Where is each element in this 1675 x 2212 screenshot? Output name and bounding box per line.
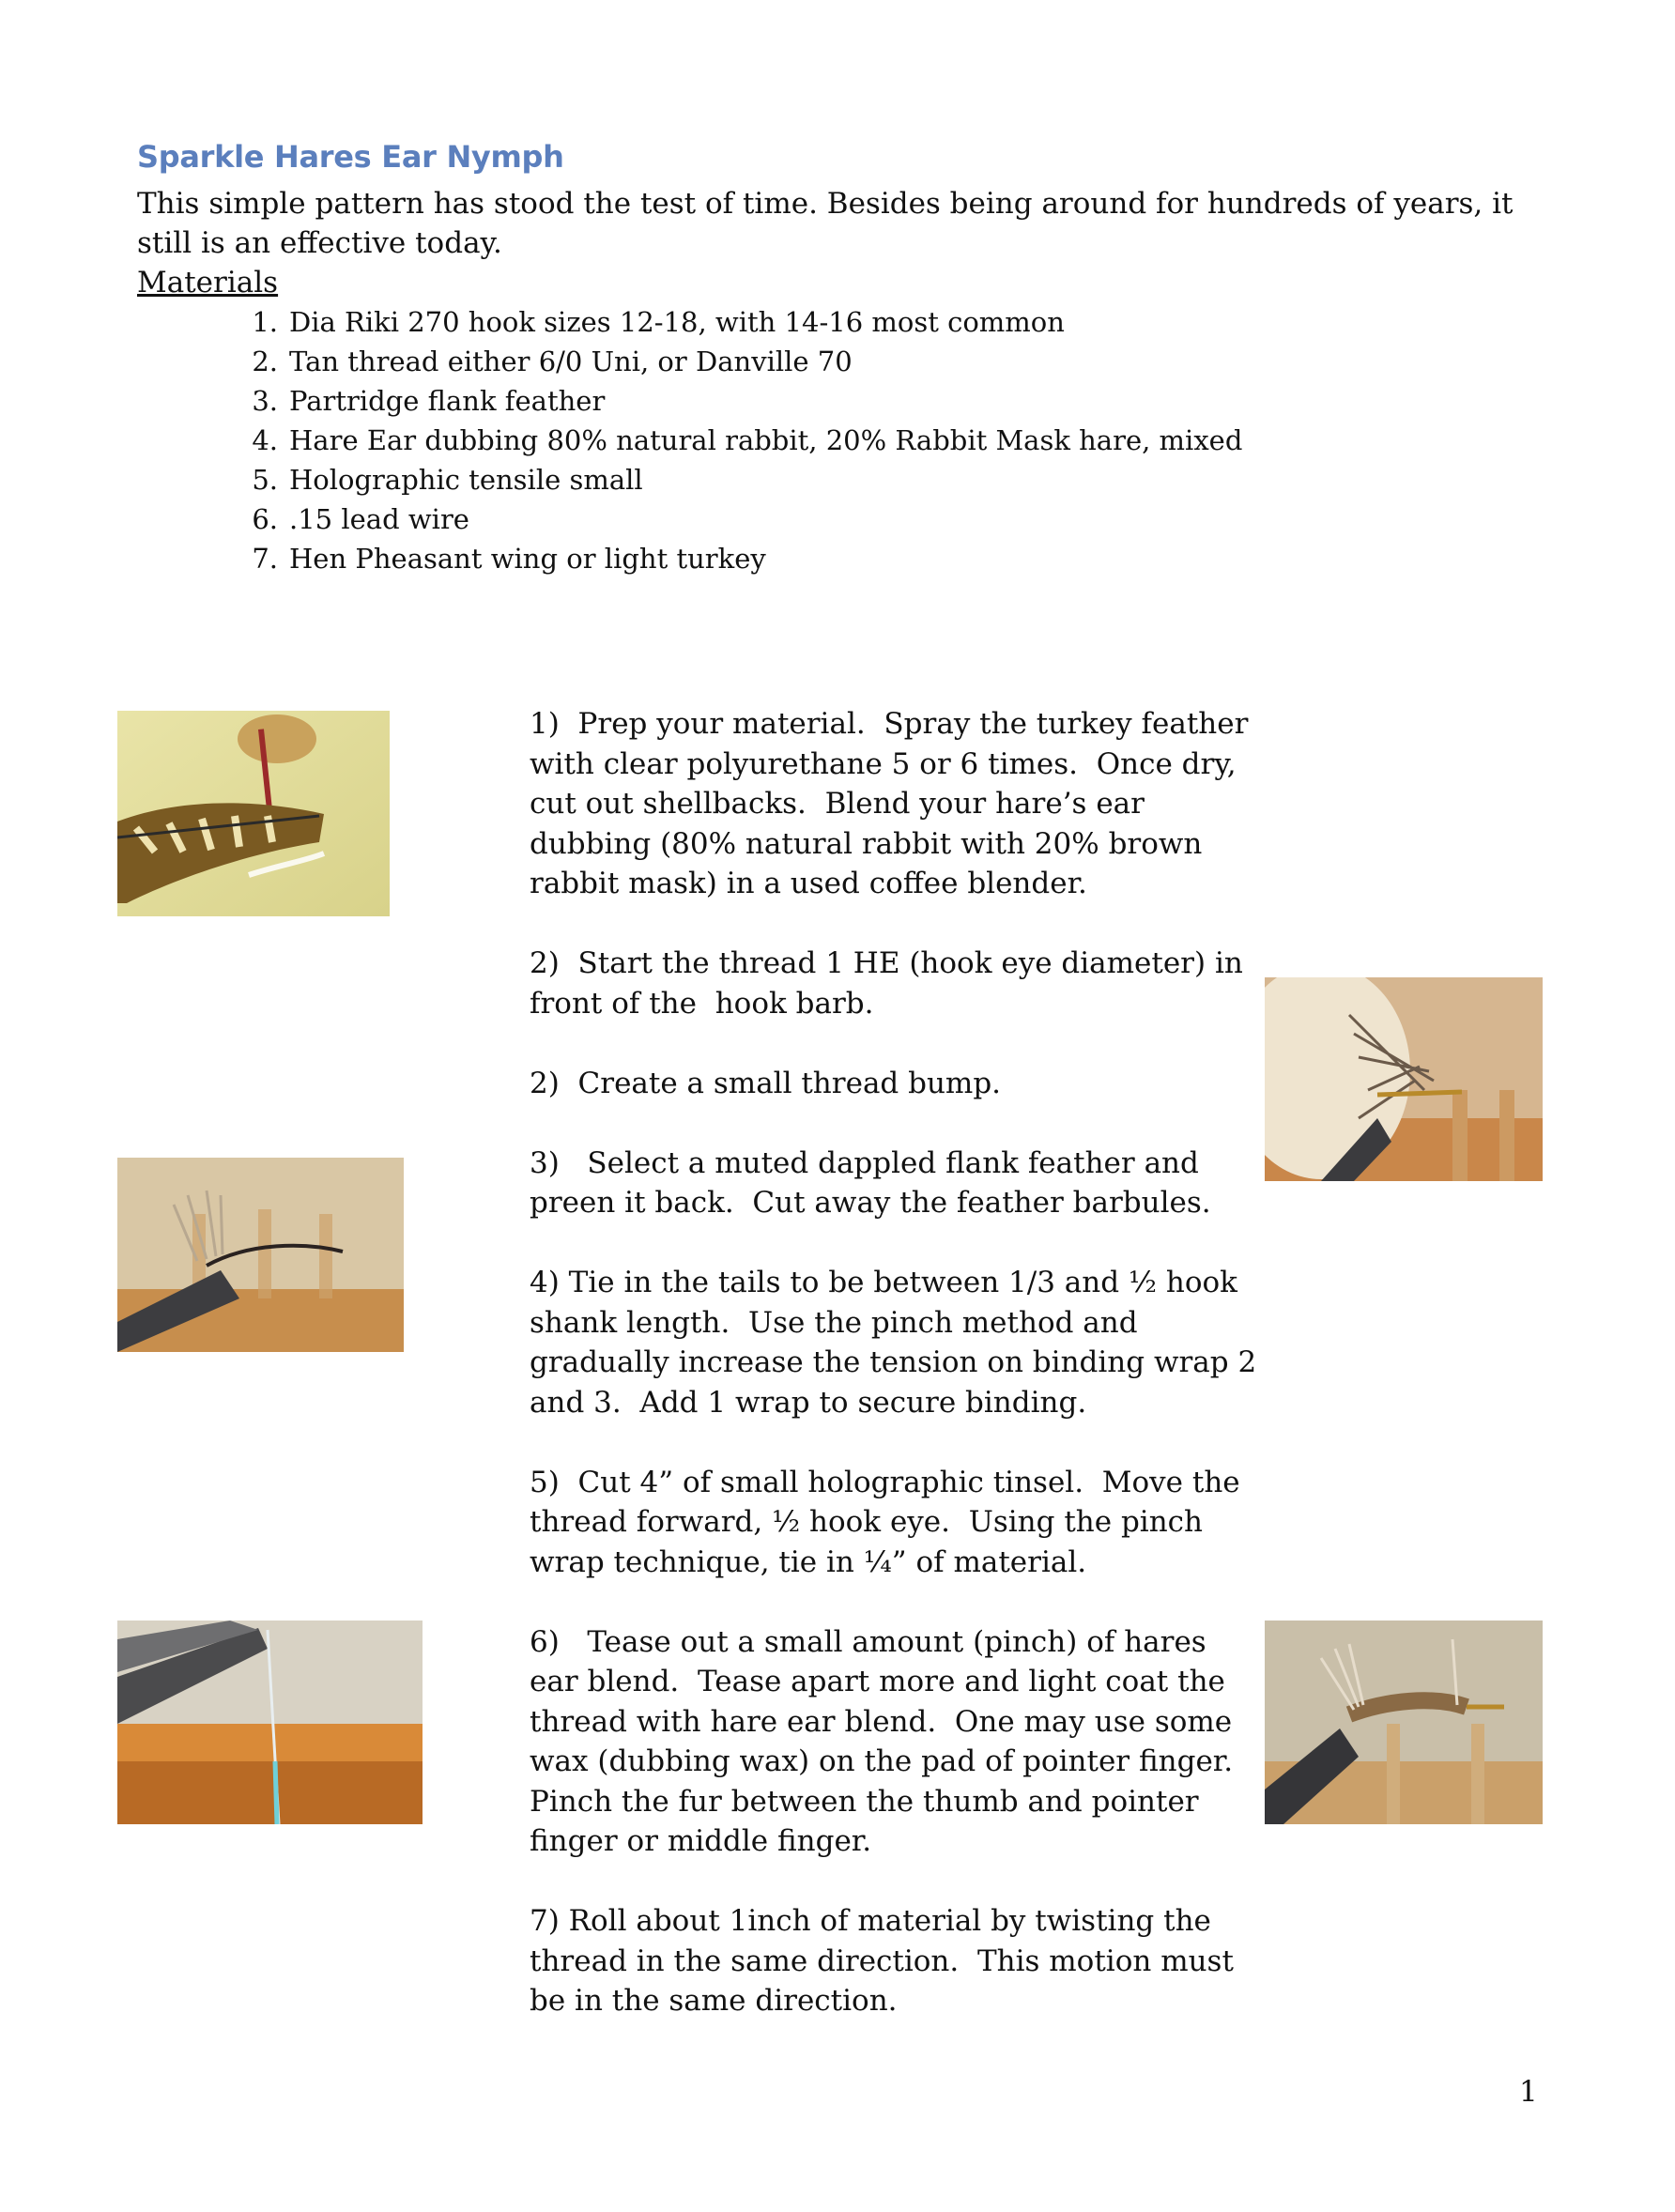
materials-item-text: Holographic tensile small	[289, 464, 643, 496]
materials-item	[235, 381, 1242, 421]
step-paragraph: 5) Cut 4” of small holographic tinsel. Move the thread forward, ½ hook eye. Using the pinch wrap technique, tie in ¼” of material.	[530, 1465, 1250, 1579]
step-paragraph: 2) Start the thread 1 HE (hook eye diameter) in front of the hook barb.	[530, 946, 1252, 1021]
step-paragraph: 6) Tease out a small amount (pinch) of hares ear blend. Tease apart more and light coat the thread with hare ear blend. One may use some wax (dubbing wax) on the pad of pointer finger. Pinch the fur between the thumb and pointer finger or middle finger.	[530, 1624, 1252, 1858]
document-title: Sparkle Hares Ear Nymph	[137, 139, 564, 175]
photo-turkey-feather-prep	[117, 711, 390, 916]
step-paragraph: 4) Tie in the tails to be between 1/3 and ½ hook shank length. Use the pinch method and gradually increase the tension on binding wrap 2 and 3. Add 1 wrap to secure binding.	[530, 1266, 1267, 1420]
materials-list	[235, 302, 1242, 578]
materials-item-text: Hare Ear dubbing 80% natural rabbit, 20% Rabbit Mask hare, mixed	[289, 424, 1243, 456]
instruction-steps	[530, 704, 1267, 2061]
step-paragraph: 2) Create a small thread bump.	[530, 1066, 1002, 1100]
materials-item-text: Hen Pheasant wing or light turkey	[289, 543, 766, 575]
step-paragraph: 3) Select a muted dappled flank feather and preen it back. Cut away the feather barbules.	[530, 1145, 1211, 1220]
materials-item	[235, 460, 1242, 499]
materials-item-number: 3.	[252, 385, 278, 417]
materials-item-number: 7.	[252, 543, 278, 575]
materials-item-text: .15 lead wire	[289, 503, 469, 535]
materials-item-text: Tan thread either 6/0 Uni, or Danville 70	[289, 346, 853, 377]
photo-thread-bump	[1265, 977, 1543, 1181]
materials-item-number: 4.	[252, 424, 278, 456]
page-number: 1	[1519, 2075, 1538, 2109]
materials-item-number: 6.	[252, 503, 278, 535]
materials-item-text: Partridge flank feather	[289, 385, 606, 417]
photo-dubbed-body	[1265, 1621, 1543, 1824]
materials-item-number: 5.	[252, 464, 278, 496]
photo-partridge-tail	[117, 1158, 404, 1352]
materials-item	[235, 539, 1242, 578]
photo-holographic-tinsel	[117, 1621, 423, 1824]
materials-item-number: 1.	[252, 306, 278, 338]
materials-item	[235, 499, 1242, 539]
intro-paragraph: This simple pattern has stood the test of time. Besides being around for hundreds of years, it still is an effective today.	[137, 187, 1514, 260]
materials-item	[235, 302, 1242, 342]
materials-heading: Materials	[137, 266, 279, 300]
materials-item-number: 2.	[252, 346, 278, 377]
step-paragraph: 1) Prep your material. Spray the turkey feather with clear polyurethane 5 or 6 times. Once dry, cut out shellbacks. Blend your hare’s ear dubbing (80% natural rabbit with 20% brown rabbit mask) in a used coffee blender.	[530, 707, 1258, 900]
materials-item-text: Dia Riki 270 hook sizes 12-18, with 14-16 most common	[289, 306, 1065, 338]
materials-item	[235, 421, 1242, 460]
materials-item	[235, 342, 1242, 381]
step-paragraph: 7) Roll about 1inch of material by twisting the thread in the same direction. This motion must be in the same direction.	[530, 1904, 1243, 2018]
